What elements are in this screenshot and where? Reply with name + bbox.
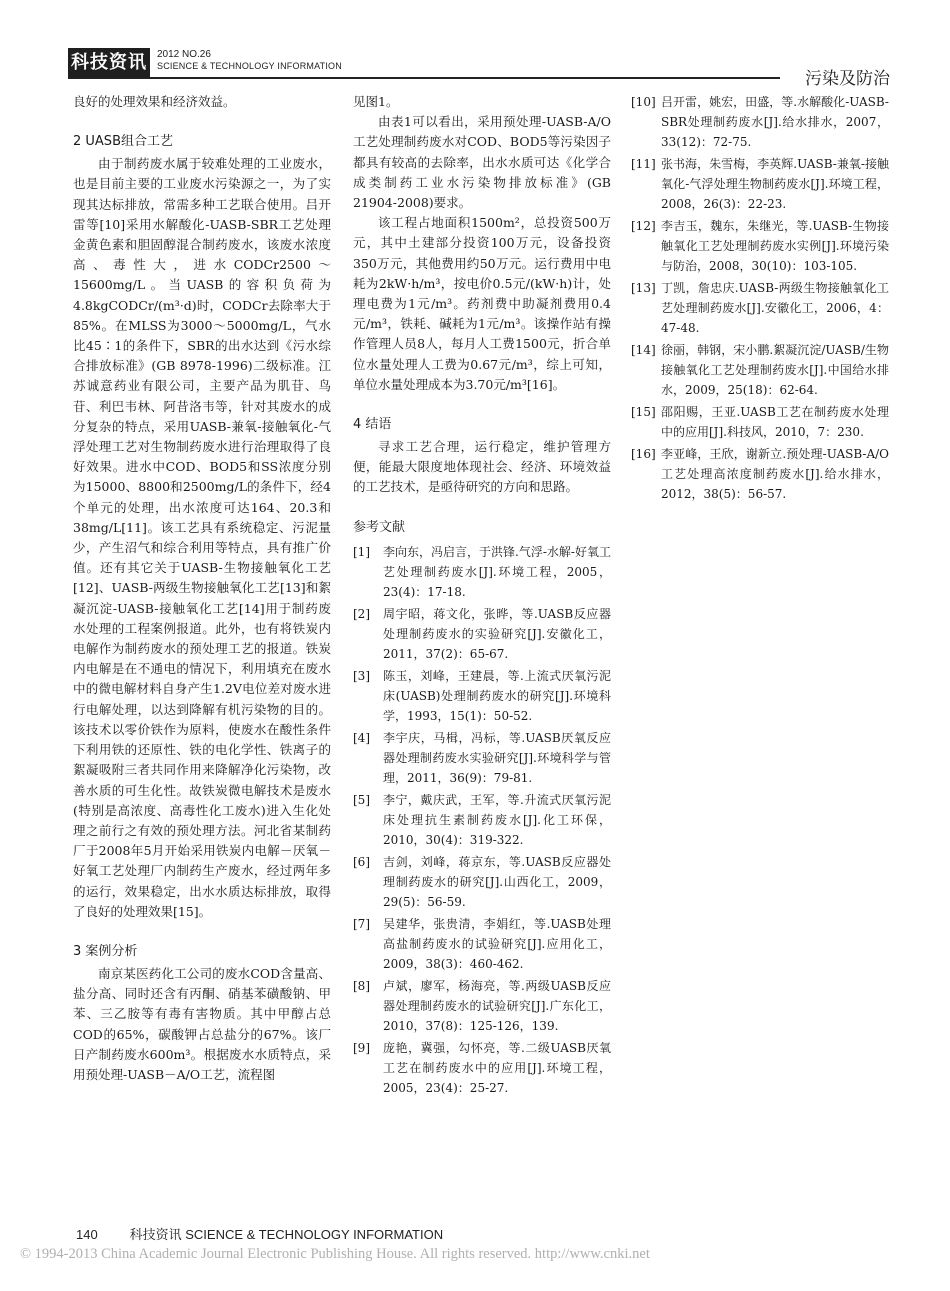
reference-number: [4] xyxy=(353,730,370,745)
reference-item xyxy=(353,666,611,726)
reference-item xyxy=(353,790,611,850)
reference-item xyxy=(353,728,611,788)
reference-number: [12] xyxy=(631,219,656,233)
page-footer xyxy=(76,1224,443,1243)
reference-number: [15] xyxy=(631,405,656,419)
reference-item xyxy=(631,340,889,400)
paragraph: 由表1可以看出，采用预处理-UASB-A/O工艺处理制药废水对COD、BOD5等污染因子都具有较高的去除率，出水水质可达《化学合成类制药工业水污染物排放标准》(GB 21904-2008)要求。 xyxy=(353,114,611,211)
paragraph: 寻求工艺合理，运行稳定，维护管理方便，能最大限度地体现社会、经济、环境效益的工艺技术，是亟待研究的方向和思路。 xyxy=(353,439,611,495)
reference-text: 周宇昭，蒋文化，张晔，等.UASB反应器处理制药废水的实验研究[J].安徽化工，2011，37(2)：65-67. xyxy=(383,606,611,661)
paragraph: 该工程占地面积1500m²，总投资500万元，其中土建部分投资100万元，设备投资350万元，其他费用约50万元。运行费用中电耗为2kW·h/m³，按电价0.5元/(kW·h)计，处理电费为1元/m³。药剂费中助凝剂费用0.4元/m³，铁耗、碱耗为1元/m³。该操作站有操作管理人员8人，每月人工费1500元，折合单位水量处理人工费为0.67元/m³，综上可知，单位水量处理成本为3.70元/m³[16]。 xyxy=(353,215,611,392)
reference-number: [13] xyxy=(631,281,656,295)
reference-number: [5] xyxy=(353,792,370,807)
reference-text: 丁凯，詹忠庆.UASB-两级生物接触氧化工艺处理制药废水[J].安徽化工，2006，4：47-48. xyxy=(661,281,889,335)
reference-number: [1] xyxy=(353,544,370,559)
paragraph: 见图1。 xyxy=(353,94,399,109)
journal-english-title: SCIENCE & TECHNOLOGY INFORMATION xyxy=(157,61,342,71)
reference-item xyxy=(353,542,611,602)
reference-text: 徐丽，韩钢，宋小鹏.絮凝沉淀/UASB/生物接触氧化工艺处理制药废水[J].中国给水排水，2009，25(18)：62-64. xyxy=(661,343,889,397)
reference-number: [8] xyxy=(353,978,370,993)
paragraph: 由于制药废水属于较难处理的工业废水，也是目前主要的工业废水污染源之一，为了实现其达标排放，常需多种工艺联合使用。吕开雷等[10]采用水解酸化-UASB-SBR工艺处理金黄色素和胆固醇混合制药废水，该废水浓度高、毒性大，进水CODCr2500～15600mg/L。当UASB的容积负荷为4.8kgCODCr/(m³·d)时，CODCr去除率大于85%。在MLSS为3000～5000mg/L，气水比45∶1的条件下，SBR的出水达到《污水综合排放标准》(GB 8978-1996)二级标准。江苏诚意药业有限公司，主要产品为肌苷、鸟苷、利巴韦林、阿昔洛韦等，针对其废水的成分复杂的特点，采用UASB-兼氧-接触氧化-气浮处理工艺对生物制药废水进行治理取得了良好效果。进水中COD、BOD5和SS浓度分别为15000、8800和2500mg/L的条件下，经4个单元的处理，出水浓度可达164、20.3和38mg/L[11]。该工艺具有系统稳定、污泥量少，产生沼气和综合利用等特点，具有推广价值。还有其它关于UASB-生物接触氧化工艺[12]、UASB-两级生物接触氧化工艺[13]和絮凝沉淀-UASB-接触氧化工艺[14]用于制药废水处理的工程案例报道。此外，也有将铁炭内电解作为制药废水的预处理工艺的报道。铁炭内电解是在不通电的情况下，利用填充在废水中的微电解材料自身产生1.2V电位差对废水进行电解处理，以达到降解有机污染物的目的。该技术以零价铁作为原料，使废水在酸性条件下利用铁的还原性、铁的电化学性、铁离子的絮凝吸附三者共同作用来降解净化污染物，改善水质的可生化性。故铁炭微电解技术是废水(特别是高浓度、高毒性化工废水)进入生化处理之前行之有效的预处理方法。河北省某制药厂于2008年5月开始采用铁炭内电解－厌氧－好氧工艺处理厂内制药生产废水，经过两年多的运行，效果稳定，出水水质达标排放，取得了良好的处理效果[15]。 xyxy=(73,156,331,919)
reference-text: 李宁，戴庆武，王军，等.升流式厌氧污泥床处理抗生素制药废水[J].化工环保，2010，30(4)：319-322. xyxy=(383,792,611,847)
reference-number: [10] xyxy=(631,95,656,109)
section-heading-2: 2 UASB组合工艺 xyxy=(73,134,173,150)
section-heading-3: 3 案例分析 xyxy=(73,943,138,959)
paragraph: 良好的处理效果和经济效益。 xyxy=(73,94,236,109)
section-heading-4: 4 结语 xyxy=(353,417,392,433)
page-number: 140 xyxy=(76,1227,98,1242)
reference-list-part-2 xyxy=(631,92,889,504)
reference-item xyxy=(631,216,889,276)
issue-number: 2012 NO.26 xyxy=(157,49,211,60)
reference-item xyxy=(631,154,889,214)
page-header xyxy=(0,0,950,90)
reference-item xyxy=(631,402,889,442)
reference-number: [9] xyxy=(353,1040,370,1055)
column-1 xyxy=(73,92,331,1085)
reference-number: [2] xyxy=(353,606,370,621)
reference-number: [11] xyxy=(631,157,656,171)
footer-journal-title: 科技资讯 SCIENCE & TECHNOLOGY INFORMATION xyxy=(129,1227,444,1242)
reference-item xyxy=(353,604,611,664)
reference-item xyxy=(353,1038,611,1098)
paragraph: 南京某医药化工公司的废水COD含量高、盐分高、同时还含有丙酮、硝基苯磺酸钠、甲苯、三乙胺等有毒有害物质。其中甲醇占总COD的65%，碳酸钾占总盐分的67%。该厂日产制药废水600m³。根据废水水质特点，采用预处理-UASB－A/O工艺，流程图 xyxy=(73,965,331,1082)
reference-item xyxy=(631,444,889,504)
reference-text: 张书海，朱雪梅，李英辉.UASB-兼氧-接触氧化-气浮处理生物制药废水[J].环境工程，2008，26(3)：22-23. xyxy=(661,157,889,211)
reference-item xyxy=(353,914,611,974)
reference-number: [14] xyxy=(631,343,656,357)
reference-text: 李亚峰，王欣，谢新立.预处理-UASB-A/O工艺处理高浓度制药废水[J].给水排水，2012，38(5)：56-57. xyxy=(661,447,889,501)
reference-text: 邵阳赐，王亚.UASB工艺在制药废水处理中的应用[J].科技风，2010，7：230. xyxy=(661,405,889,439)
journal-logo: 科技资讯 xyxy=(68,48,150,77)
reference-text: 吴建华，张贵清，李娟红，等.UASB处理高盐制药废水的试验研究[J].应用化工，2009，38(3)：460-462. xyxy=(383,916,611,971)
reference-number: [3] xyxy=(353,668,370,683)
reference-text: 庞艳，冀强，勾怀亮，等.二级UASB厌氧工艺在制药废水中的应用[J].环境工程，2005，23(4)：25-27. xyxy=(383,1040,611,1095)
reference-text: 吉剑，刘峰，蒋京东，等.UASB反应器处理制药废水的研究[J].山西化工，2009，29(5)：56-59. xyxy=(383,854,611,909)
reference-item xyxy=(353,852,611,912)
reference-item xyxy=(631,92,889,152)
reference-text: 吕开雷，姚宏，田盛，等.水解酸化-UASB-SBR处理制药废水[J].给水排水，2007，33(12)：72-75. xyxy=(661,95,889,149)
reference-text: 卢斌，廖军，杨海亮，等.两级UASB反应器处理制药废水的试验研究[J].广东化工，2010，37(8)：125-126，139. xyxy=(383,978,611,1033)
references-title: 参考文献 xyxy=(353,519,406,535)
reference-list-part-1 xyxy=(353,542,611,1098)
section-title: 污染及防治 xyxy=(805,69,890,89)
reference-number: [16] xyxy=(631,447,656,461)
column-2 xyxy=(353,92,611,1100)
reference-item xyxy=(353,976,611,1036)
reference-item xyxy=(631,278,889,338)
reference-number: [6] xyxy=(353,854,370,869)
column-3 xyxy=(631,92,889,506)
copyright-notice: © 1994-2013 China Academic Journal Electronic Publishing House. All rights reserved. http://www.cnki.net xyxy=(20,1246,650,1262)
header-rule xyxy=(68,77,780,79)
reference-text: 李向东，冯启言，于洪锋.气浮-水解-好氧工艺处理制药废水[J].环境工程，2005，23(4)：17-18. xyxy=(383,544,611,599)
reference-number: [7] xyxy=(353,916,370,931)
reference-text: 陈玉，刘峰，王建晨，等.上流式厌氧污泥床(UASB)处理制药废水的研究[J].环境科学，1993，15(1)：50-52. xyxy=(383,668,611,723)
reference-text: 李宇庆，马楫，冯标，等.UASB厌氧反应器处理制药废水实验研究[J].环境科学与管理，2011，36(9)：79-81. xyxy=(383,730,611,785)
reference-text: 李吉玉，魏东，朱继光，等.UASB-生物接触氧化工艺处理制药废水实例[J].环境污染与防治，2008，30(10)：103-105. xyxy=(661,219,889,273)
